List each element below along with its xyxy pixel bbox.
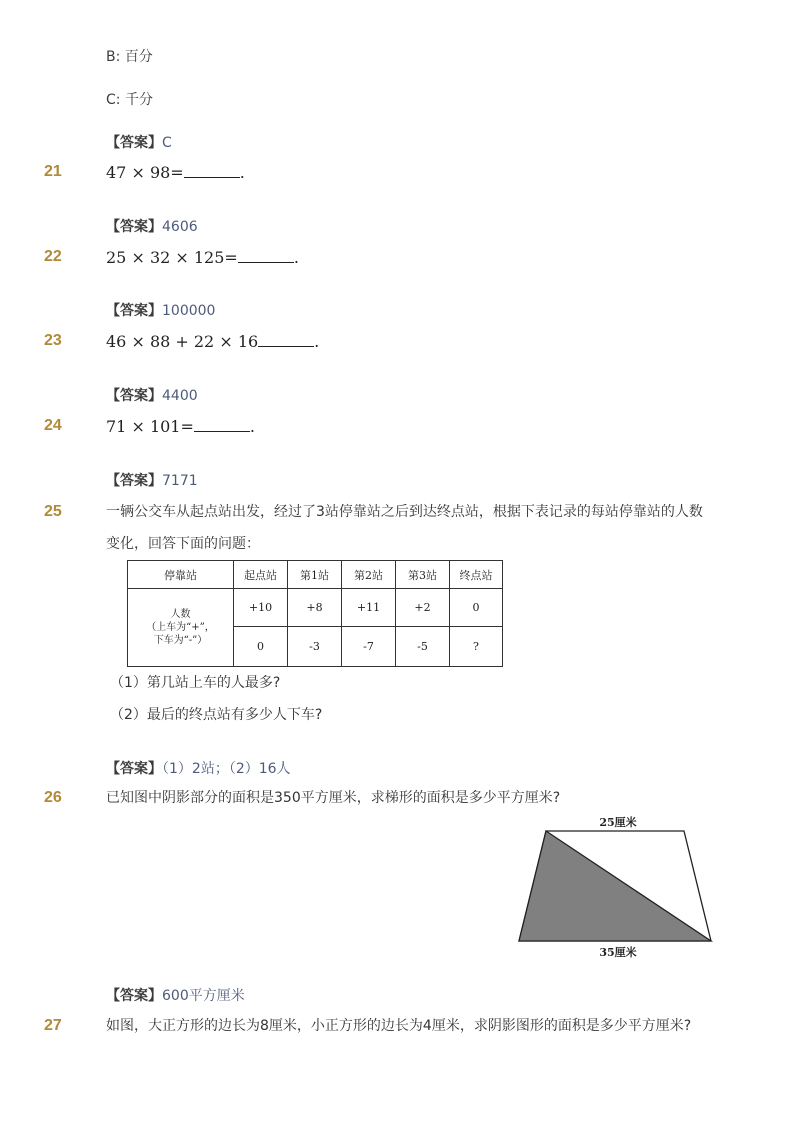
answer-tag: 【答案】 bbox=[106, 303, 162, 319]
row-label-line: 下车为“-”） bbox=[153, 635, 208, 646]
expression-text: 71 × 101= bbox=[106, 417, 194, 436]
answer-value: 4400 bbox=[162, 388, 198, 404]
table-cell: ? bbox=[450, 627, 503, 667]
question-23-expression bbox=[106, 332, 319, 351]
table-cell: 0 bbox=[234, 627, 288, 667]
answer-22 bbox=[106, 300, 215, 320]
expression-text: 46 × 88 + 22 × 16 bbox=[106, 332, 259, 351]
option-b: B: 百分 bbox=[106, 49, 153, 65]
answer-value: 7171 bbox=[162, 473, 198, 489]
table-cell: 0 bbox=[450, 589, 503, 627]
table-header-cell: 终点站 bbox=[450, 561, 503, 589]
question-27-text: 如图，大正方形的边长为8厘米，小正方形的边长为4厘米，求阴影图形的面积是多少平方厘米? bbox=[106, 1018, 692, 1034]
option-c: C: 千分 bbox=[106, 92, 153, 108]
table-cell: +8 bbox=[288, 589, 342, 627]
answer-value: 4606 bbox=[162, 219, 198, 235]
table-header-cell: 停靠站 bbox=[128, 561, 234, 589]
answer-21 bbox=[106, 216, 198, 236]
question-26-text: 已知图中阴影部分的面积是350平方厘米，求梯形的面积是多少平方厘米? bbox=[106, 790, 561, 806]
question-21-expression bbox=[106, 163, 245, 182]
question-number-26: 26 bbox=[44, 789, 62, 806]
question-number-27: 27 bbox=[44, 1017, 62, 1034]
top-base-label: 25厘米 bbox=[599, 816, 637, 829]
table-header-cell: 起点站 bbox=[234, 561, 288, 589]
question-number-23: 23 bbox=[44, 332, 62, 349]
stops-table bbox=[127, 560, 503, 667]
table-row-label bbox=[128, 589, 234, 667]
question-25-line-2: 变化，回答下面的问题： bbox=[106, 536, 260, 552]
expression-tail: . bbox=[239, 163, 245, 182]
answer-blank bbox=[184, 163, 240, 178]
answer-blank bbox=[238, 248, 294, 263]
answer-tag: 【答案】 bbox=[106, 135, 162, 151]
table-header-cell: 第2站 bbox=[342, 561, 396, 589]
row-label-line: （上车为“+”， bbox=[146, 622, 215, 633]
bottom-base-label: 35厘米 bbox=[599, 946, 637, 959]
expression-tail: . bbox=[293, 248, 299, 267]
answer-blank bbox=[194, 417, 250, 432]
answer-25 bbox=[106, 758, 291, 778]
trapezoid-figure bbox=[510, 812, 725, 962]
answer-value: （1）2站；（2）16人 bbox=[162, 761, 291, 777]
table-header-cell: 第3站 bbox=[396, 561, 450, 589]
table-cell: +2 bbox=[396, 589, 450, 627]
answer-20 bbox=[106, 132, 172, 152]
expression-text: 47 × 98= bbox=[106, 163, 184, 182]
question-number-22: 22 bbox=[44, 248, 62, 265]
expression-text: 25 × 32 × 125= bbox=[106, 248, 238, 267]
table-cell: -7 bbox=[342, 627, 396, 667]
answer-tag: 【答案】 bbox=[106, 473, 162, 489]
answer-value: 100000 bbox=[162, 303, 216, 319]
answer-26 bbox=[106, 985, 245, 1005]
answer-tag: 【答案】 bbox=[106, 988, 162, 1004]
answer-value: 600平方厘米 bbox=[162, 988, 245, 1004]
table-cell: -3 bbox=[288, 627, 342, 667]
question-number-25: 25 bbox=[44, 503, 62, 520]
question-22-expression bbox=[106, 248, 299, 267]
answer-tag: 【答案】 bbox=[106, 388, 162, 404]
question-25-line-1: 一辆公交车从起点站出发，经过了3站停靠站之后到达终点站，根据下表记录的每站停靠站的人数 bbox=[106, 504, 703, 520]
answer-value: C bbox=[162, 135, 172, 151]
table-header-row bbox=[128, 561, 503, 589]
stops-table-wrapper bbox=[127, 560, 503, 667]
answer-23 bbox=[106, 385, 198, 405]
question-25-subquestion-2: （2）最后的终点站有多少人下车? bbox=[110, 707, 323, 723]
answer-blank bbox=[258, 332, 314, 347]
answer-tag: 【答案】 bbox=[106, 219, 162, 235]
table-cell: +11 bbox=[342, 589, 396, 627]
answer-tag: 【答案】 bbox=[106, 761, 162, 777]
answer-24 bbox=[106, 470, 198, 490]
table-header-cell: 第1站 bbox=[288, 561, 342, 589]
row-label-line: 人数 bbox=[170, 609, 191, 620]
question-number-21: 21 bbox=[44, 163, 62, 180]
question-25-subquestion-1: （1）第几站上车的人最多? bbox=[110, 675, 281, 691]
expression-tail: . bbox=[249, 417, 255, 436]
table-cell: -5 bbox=[396, 627, 450, 667]
question-24-expression bbox=[106, 417, 255, 436]
table-row bbox=[128, 589, 503, 627]
question-25-text bbox=[106, 496, 766, 560]
question-number-24: 24 bbox=[44, 417, 62, 434]
table-cell: +10 bbox=[234, 589, 288, 627]
expression-tail: . bbox=[314, 332, 320, 351]
